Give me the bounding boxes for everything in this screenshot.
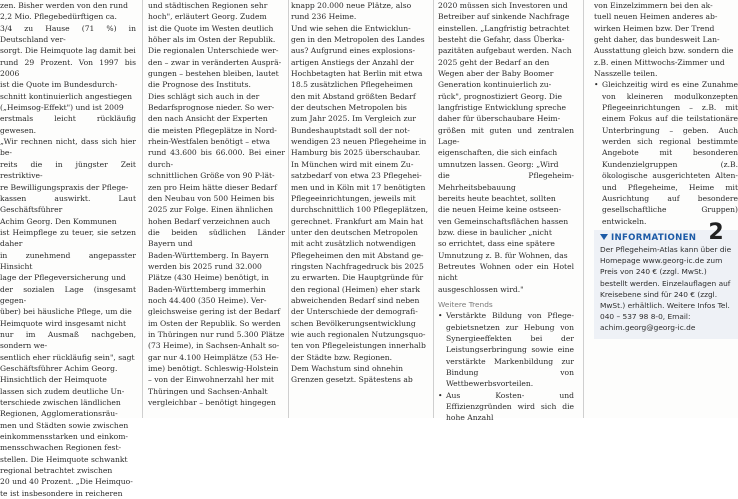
text-line: den regional (Heimen) eher stark (291, 284, 421, 294)
text-line: den – zwar in veränderten Ausprä- (148, 57, 282, 67)
text-line: Thüringen und Sachsen-Anhalt (148, 386, 268, 396)
text-line: so errichtet, dass eine spätere (438, 239, 555, 249)
text-line: gar nur 4.100 Heimplätze (53 He- (148, 352, 279, 362)
text-line: der Städte bzw. Regionen. (291, 352, 393, 362)
text-line: ven Gemeinschaftsflächen hassen (438, 216, 569, 226)
column-5-body (594, 0, 738, 79)
text-line: noch 44.400 (350 Heime). Ver- (148, 295, 267, 305)
text-line: unter den deutschen Metropolen (291, 227, 418, 237)
text-line: (73 Heime), in Sachsen-Anhalt so- (148, 341, 280, 351)
text-line: abweichenden Bedarf sind neben (291, 295, 420, 305)
text-line: geht daher, das bundesweit Lan- (594, 35, 720, 45)
text-line: 2025 zur Folge. Einen ähnlichen (148, 205, 274, 215)
text-line: ist die Quote im Bundesdurch- (0, 80, 118, 90)
text-line: wirken Heimen bzw. Der Trend (594, 23, 715, 33)
text-line: („Heimsog-Effekt") und ist 2009 (0, 103, 124, 113)
text-line: ist die Quote im Westen deutlich (148, 23, 274, 33)
text-line: über) bei häusliche Pflege, um die (0, 307, 132, 317)
text-line: zen pro Heim hätte dieser Bedarf (148, 182, 277, 192)
article-column-4 (438, 0, 574, 423)
text-line: kassen auswirkt. Laut Geschäftsführer (0, 193, 136, 215)
text-line: zen. Bisher werden von den rund (0, 1, 128, 10)
text-line: höher als im Osten der Republik. (148, 35, 276, 45)
text-line: von Einzelzimmern bei den ak- (594, 1, 713, 10)
text-line: ist Heimpflege zu teuer, sie setzen daher (0, 227, 136, 249)
text-line: Regionen, Agglomerationsräu- (0, 409, 118, 419)
text-line: pazitäten aufgebaut werden. Nach (438, 46, 572, 56)
text-line: lage der Pflegeversicherung und (0, 273, 126, 283)
trend-bullet-item: • Gleichzeitig wird es eine Zunahme von kleineren modulkonzepten Pflegeeinrichtungen – z.B. mit einem Fokus auf die teilstationäre Unterbringung – geben. Auch werden sich regional bestimmte Angebote mit besonderen Kundenzielgruppen (z.B. ökologische ausgerichteten Alten- und Pflegeheime, Heime mit Ausrichtung auf besondere gesellschaftliche Gruppen) entwickeln. (594, 79, 738, 226)
text-line: der sozialen Lage (insgesamt gegen- (0, 284, 136, 305)
text-line: te ist insbesondere in reicheren (0, 488, 123, 498)
article-column-5 (594, 0, 738, 418)
text-line: Bundeshauptstadt soll der not- (291, 125, 410, 135)
text-line: der Unterschiede der demografi- (291, 307, 418, 317)
text-line: größen mit guten und zentralen Lage- (438, 125, 574, 147)
text-line: hoch", erläutert Georg. Zudem (148, 12, 267, 22)
text-line: die meisten Pflegeplätze in Nord- (148, 125, 277, 135)
text-line: Ausstattung gleich bzw. sondern die (594, 46, 734, 56)
text-line: Generation kontinuierlich zu- (438, 80, 552, 90)
trends-bullet-list (438, 310, 574, 423)
info-box-text: Der Pflegeheim-Atlas kann über die Homepage www.georg-ic.de zum Preis von 240 € (zzgl. MwSt.) bestellt werden. Einzelauflagen auf Kreisebene sind für 240 € (zzgl. MwSt.) erhältlich. Weitere Infos Tel. 040 – 537 98 8-0, Email: achim.georg@georg-ic.de (600, 245, 732, 332)
text-line: bereits heute beachtet, sollten (438, 193, 556, 203)
text-line: im Osten der Republik. So werden (148, 318, 281, 328)
text-line: Heimquote wird insgesamt nicht (0, 318, 127, 328)
text-line: in zunehmend angepasster Hinsicht (0, 250, 136, 271)
text-line: Betreiber auf sinkende Nachfrage (438, 12, 570, 22)
text-line: Hinsichtlich der Heimquote (0, 375, 107, 385)
text-line: gen in den Metropolen des Landes (291, 35, 425, 45)
text-line: satzbedarf von etwa 23 Pflegehei- (291, 171, 422, 181)
text-line: z.B. einen Mittwochs-Zimmer und (594, 57, 725, 67)
text-line: rund 29 Prozent. Von 1997 bis 2006 (0, 57, 136, 79)
text-line: gungen – bestehen bleiben, lautet (148, 69, 279, 79)
text-line: besteht die Gefahr, dass Überka- (438, 35, 565, 45)
text-line: zum Jahr 2025. Im Vergleich zur (291, 114, 416, 124)
text-line: den mit Abstand größten Bedarf (291, 91, 416, 101)
article-column-2 (148, 0, 285, 418)
text-line: Umnutzung z. B. für Wohnen, das (438, 250, 568, 260)
text-line: rund 43.600 bis 66.000. Bei einer durch- (148, 148, 285, 169)
column-divider (142, 0, 143, 418)
text-line: vergleichbar – benötigt hingegen (148, 398, 276, 408)
text-line: aus? Aufgrund eines explosions- (291, 46, 416, 56)
column-divider (288, 0, 289, 418)
text-line: sorgt. Die Heimquote lag damit bei (0, 46, 136, 56)
text-line: eigenschaften, die sich einfach (438, 148, 558, 158)
text-line: 2020 müssen sich Investoren und (438, 1, 568, 10)
text-line: wendigen 23 neuen Pflegeheime in (291, 137, 427, 147)
text-line: Plätze (430 Heime) benötigt, in (148, 273, 269, 283)
text-line: die beiden südlichen Länder Bayern und (148, 227, 285, 249)
text-line: Geschäftsführer Achim Georg. (0, 364, 118, 373)
text-line: Nasszelle teilen. (594, 69, 658, 79)
text-line: Wegen aber der Baby Boomer (438, 69, 554, 79)
text-line: 2025 geht der Bedarf an den (438, 57, 550, 67)
text-line: regional betrachtet zwischen (0, 466, 113, 476)
text-line: in Thüringen nur rund 5.300 Plätze (148, 329, 285, 339)
text-line: ime) benötigt. Schleswig-Holstein (148, 364, 279, 373)
text-line: sentlich eher rückläufig sein", sagt (0, 352, 135, 362)
text-line: Grenzen gesetzt. Spätestens ab (291, 375, 413, 385)
text-line: gerechnet. Frankfurt am Main hat (291, 216, 424, 226)
info-box-heading (600, 219, 734, 245)
text-line: rück", prognostiziert Georg. Die (438, 91, 562, 101)
text-line: – von der Einwohnerzahl her mit (148, 375, 274, 385)
text-line: tuell neuen Heimen anderes ab- (594, 12, 718, 22)
trend-bullet-item: • Verstärkte Bildung von Pflege-gebietsnetzen zur Hebung von Synergieeffekten bei der Leistungserbringung sowie eine verstärkte Markenbildung zur Bindung von Wettbewerbsvorteilen. (438, 310, 574, 389)
text-line: die neuen Heime keine ostseen- (438, 205, 562, 215)
text-line: rhein-Westfalen benötigt – etwa (148, 137, 271, 147)
text-line: 2,2 Mio. Pflegebedürftigen ca. (0, 12, 117, 22)
text-line: Pflegeeinrichtungen, jeweils mit (291, 193, 416, 203)
text-line: 20 und 40 Prozent. „Die Heimquo- (0, 477, 133, 487)
text-line: artigen Anstiegs der Anzahl der (291, 57, 414, 67)
text-line: men und in Köln mit 17 benötigten (291, 182, 426, 192)
text-line: die Prognose des Instituts. (148, 80, 251, 90)
text-line: erstmals leicht rückläufig gewesen. (0, 114, 136, 135)
column-divider (583, 0, 584, 418)
text-line: gleichsweise gering ist der Bedarf (148, 307, 281, 317)
text-line: einkommensstarken und einkom- (0, 432, 128, 442)
text-line: wie auch regionalen Nutzungsquo- (291, 329, 426, 339)
text-line: Pflegeheimen den mit Abstand ge- (291, 250, 424, 260)
subheading-weitere-trends: Weitere Trends (438, 299, 493, 309)
text-line: knapp 20.000 neue Plätze, also (291, 1, 412, 10)
text-line: nur im Ausmaß nachgeben, sondern we- (0, 329, 136, 351)
text-line: lassen sich zudem deutliche Un- (0, 386, 125, 396)
text-line: den Neubau von 500 Heimen bis (148, 193, 275, 203)
text-line: durchschnittlich 100 Pflegeplätzen, (291, 205, 429, 215)
trend-bullet-item: • Aus Kosten- und Effizienzgründen wird sich die hohe Anzahl (438, 390, 574, 424)
column-4-body (438, 0, 574, 295)
text-line: schnitt kontinuierlich angestiegen (0, 91, 133, 101)
text-line: rund 236 Heime. (291, 12, 357, 22)
text-line: der deutschen Metropolen bis (291, 103, 407, 113)
text-line: hohen Bedarf verzeichnen auch (148, 216, 271, 226)
text-line: Dies schlägt sich auch in der (148, 91, 260, 101)
text-line: Und wie sehen die Entwicklun- (291, 23, 411, 33)
text-line: die Pflegeheim-Mehrheitsbebauung (438, 171, 574, 192)
text-line: umnutzen lassen. Georg: „Wird (438, 159, 559, 169)
text-line: Dem Wachstum sind ohnehin (291, 364, 404, 373)
column-divider (433, 0, 434, 418)
triangle-marker-icon (600, 234, 608, 240)
text-line: Hochbetagten hat Berlin mit etwa (291, 69, 423, 79)
text-line: Achim Georg. Den Kommunen (0, 216, 117, 226)
text-line: ringsten Nachfragedruck bis 2025 (291, 261, 424, 271)
text-line: Hamburg bis 2025 überschaubar. (291, 148, 421, 158)
info-heading-label: INFORMATIONEN (611, 232, 697, 243)
text-line: men und Städten sowie zwischen (0, 420, 129, 430)
text-line: einstellen. „Langfristig betrachtet (438, 23, 570, 33)
article-column-1 (0, 0, 136, 498)
text-line: Baden-Württemberg immerhin (148, 284, 266, 294)
text-line: bzw. diese in baulicher „nicht (438, 227, 552, 237)
article-column-3 (291, 0, 429, 418)
text-line: schen Bevölkerungsentwicklung (291, 318, 416, 328)
text-line: mensschwachen Regionen fest- (0, 443, 122, 453)
text-line: daher für überschaubare Heim- (438, 114, 561, 124)
text-line: zu erwarten. Die Hauptgründe für (291, 273, 424, 283)
text-line: „Wir rechnen nicht, dass sich hier be- (0, 137, 136, 158)
text-line: mit acht zusätzlich notwendigen (291, 239, 416, 249)
text-line: ausgeschlossen wird." (438, 284, 524, 294)
text-line: Bedarfsprognose nieder. So wer- (148, 103, 275, 113)
text-line: Baden-Württemberg. In Bayern (148, 250, 269, 260)
text-line: 18.5 zusätzlichen Pflegeheimen (291, 80, 413, 90)
text-line: schnittlichen Größe von 90 P-lät- (148, 171, 275, 181)
text-line: In München wird mit einem Zu- (291, 159, 414, 169)
text-line: terschiede zwischen ländlichen (0, 398, 121, 408)
text-line: stellen. Die Heimquote schwankt (0, 454, 128, 464)
text-line: werden bis 2025 rund 32.000 (148, 261, 262, 271)
trends-bullet-list-continued (594, 79, 738, 226)
text-line: Die regionalen Unterschiede wer- (148, 46, 279, 56)
text-line: und städtischen Regionen sehr (148, 1, 268, 10)
handwritten-number: 2 (708, 219, 724, 245)
text-line: Betreutes Wohnen oder ein Hotel nicht (438, 261, 574, 283)
info-box (594, 219, 738, 339)
text-line: 3/4 zu Hause (71 %) in Deutschland ver- (0, 23, 136, 45)
text-line: langfristige Entwicklung spreche (438, 103, 566, 113)
text-line: reits die in jüngster Zeit restriktive- (0, 159, 136, 181)
text-line: ten von Pflegeleistungen innerhalb (291, 341, 426, 351)
text-line: den nach Ansicht der Experten (148, 114, 268, 124)
text-line: re Bewilligungspraxis der Pflege- (0, 182, 129, 192)
